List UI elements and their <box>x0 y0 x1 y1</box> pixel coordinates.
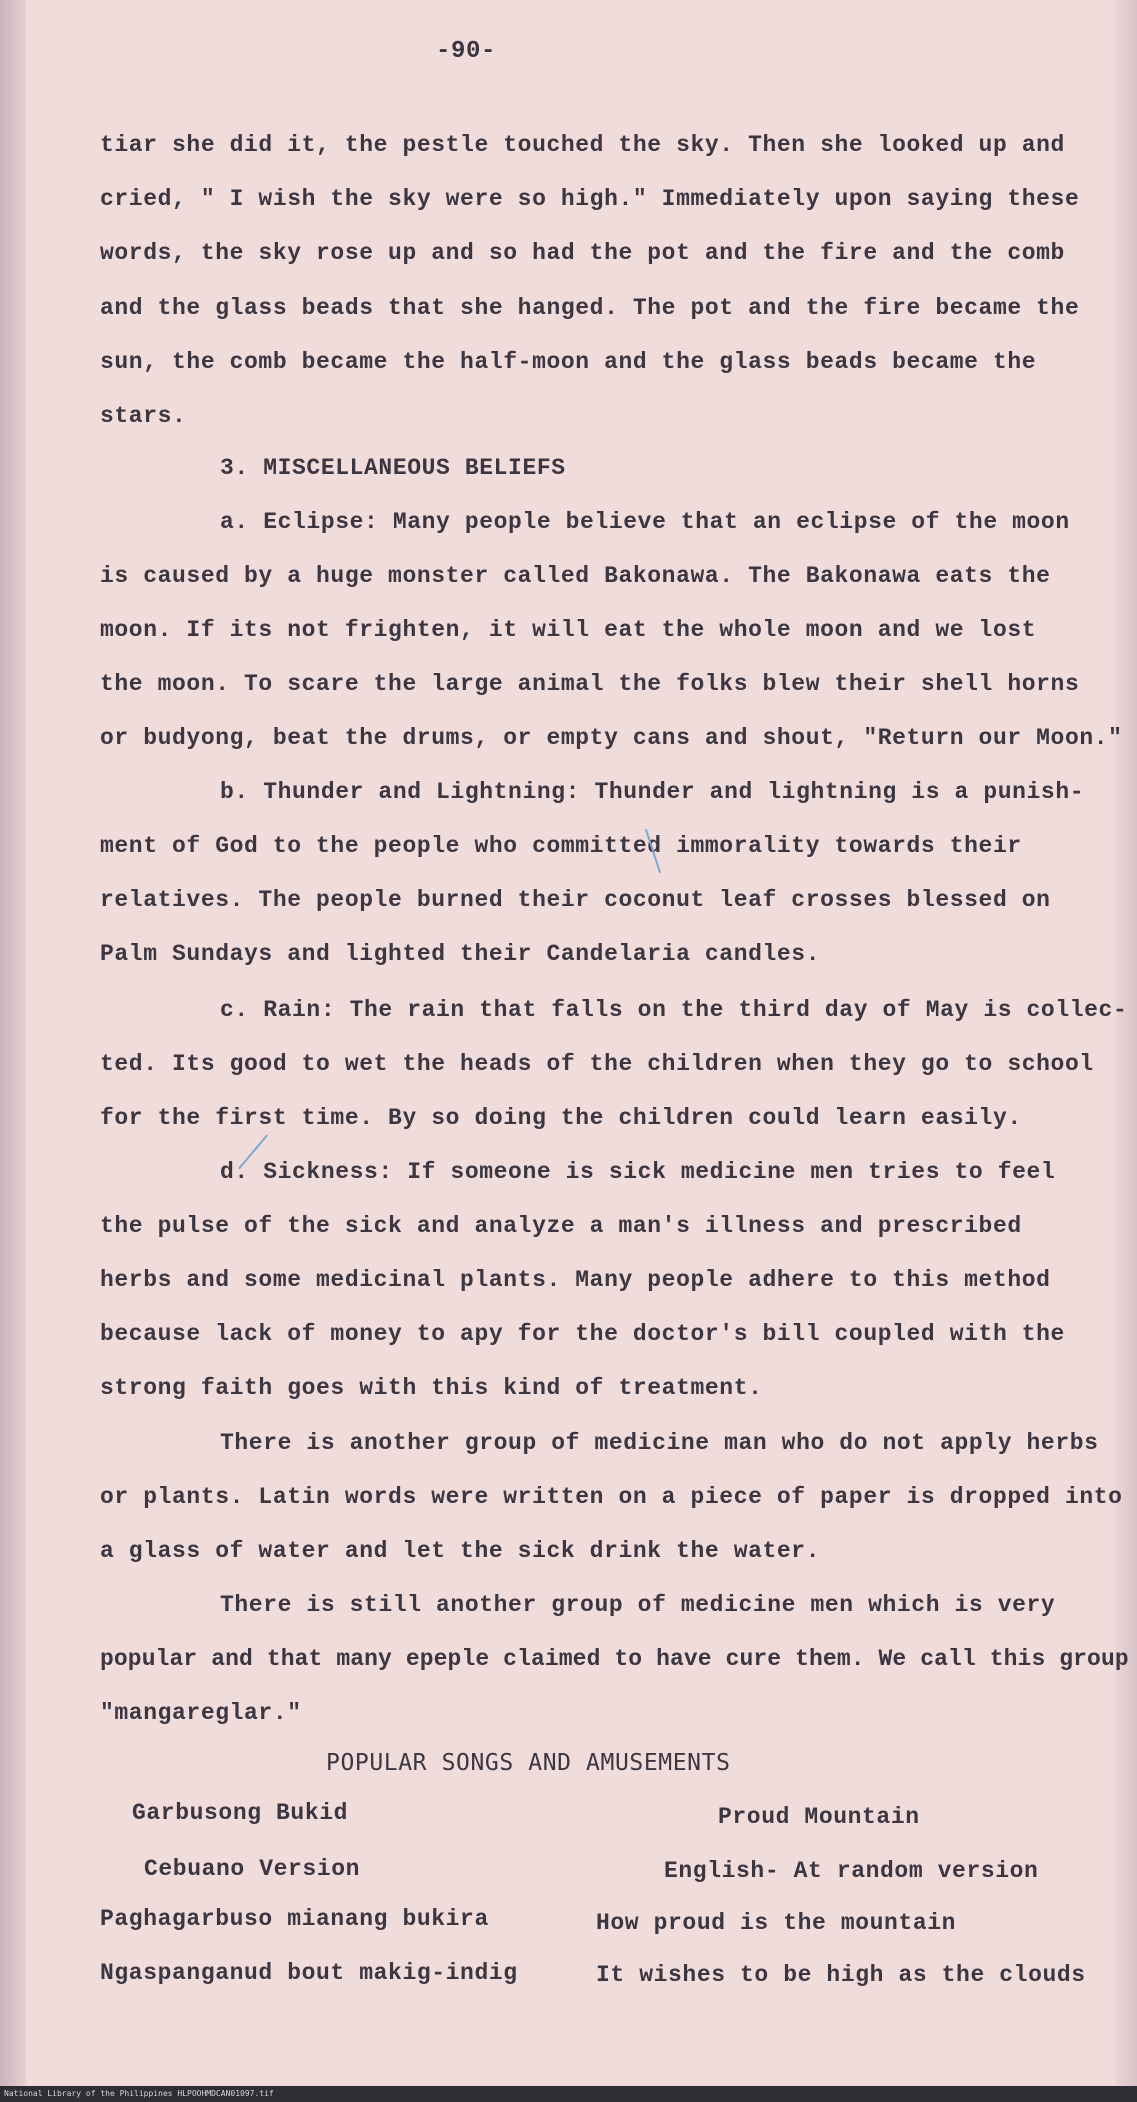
text-line: is caused by a huge monster called Bakonawa. The Bakonawa eats the <box>100 563 1051 589</box>
text-line: strong faith goes with this kind of treatment. <box>100 1375 763 1401</box>
text-line: and the glass beads that she hanged. The pot and the fire became the <box>100 295 1080 321</box>
text-line: words, the sky rose up and so had the pot and the fire and the comb <box>100 240 1065 266</box>
text-line: moon. If its not frighten, it will eat the whole moon and we lost <box>100 617 1037 643</box>
song-subtitle-left: Cebuano Version <box>144 1856 361 1882</box>
song-line-right: How proud is the mountain <box>596 1910 957 1936</box>
text-line: There is still another group of medicine men which is very <box>220 1592 1056 1618</box>
text-line: because lack of money to apy for the doctor's bill coupled with the <box>100 1321 1065 1347</box>
text-line: relatives. The people burned their coconut leaf crosses blessed on <box>100 887 1051 913</box>
text-line: cried, " I wish the sky were so high." Immediately upon saying these <box>100 186 1080 212</box>
text-line: "mangareglar." <box>100 1700 302 1726</box>
page-left-edge <box>0 0 26 2102</box>
text-line: a. Eclipse: Many people believe that an eclipse of the moon <box>220 509 1070 535</box>
text-line: the moon. To scare the large animal the folks blew their shell horns <box>100 671 1080 697</box>
page-right-edge <box>1115 0 1137 2102</box>
text-line: or plants. Latin words were written on a piece of paper is dropped into <box>100 1484 1123 1510</box>
song-line-left: Ngaspanganud bout makig-indig <box>100 1960 518 1986</box>
section-heading: POPULAR SONGS AND AMUSEMENTS <box>326 1750 731 1776</box>
text-line: herbs and some medicinal plants. Many people adhere to this method <box>100 1267 1051 1293</box>
text-line: tiar she did it, the pestle touched the sky. Then she looked up and <box>100 132 1065 158</box>
text-line: stars. <box>100 403 187 429</box>
text-line: Palm Sundays and lighted their Candelaria candles. <box>100 941 821 967</box>
page-number: -90- <box>436 38 497 65</box>
song-subtitle-right: English- At random version <box>664 1858 1039 1884</box>
text-line: b. Thunder and Lightning: Thunder and lightning is a punish- <box>220 779 1085 805</box>
text-line: d. Sickness: If someone is sick medicine men tries to feel <box>220 1159 1056 1185</box>
text-line: for the first time. By so doing the children could learn easily. <box>100 1105 1022 1131</box>
scan-footer: National Library of the Philippines HLPOOHMDCAN01097.tif <box>0 2086 1137 2102</box>
song-title-right: Proud Mountain <box>718 1804 920 1830</box>
text-line: ted. Its good to wet the heads of the children when they go to school <box>100 1051 1094 1077</box>
song-line-left: Paghagarbuso mianang bukira <box>100 1906 489 1932</box>
text-line: a glass of water and let the sick drink the water. <box>100 1538 821 1564</box>
text-line: ment of God to the people who committed immorality towards their <box>100 833 1022 859</box>
text-line: the pulse of the sick and analyze a man's illness and prescribed <box>100 1213 1022 1239</box>
text-line: c. Rain: The rain that falls on the third day of May is collec- <box>220 997 1128 1023</box>
text-line: or budyong, beat the drums, or empty cans and shout, "Return our Moon." <box>100 725 1123 751</box>
text-line: There is another group of medicine man who do not apply herbs <box>220 1430 1099 1456</box>
song-line-right: It wishes to be high as the clouds <box>596 1962 1086 1988</box>
section-heading: 3. MISCELLANEOUS BELIEFS <box>220 455 566 481</box>
text-line: popular and that many epeple claimed to have cure them. We call this group <box>100 1646 1129 1672</box>
song-title-left: Garbusong Bukid <box>132 1800 349 1826</box>
text-line: sun, the comb became the half-moon and the glass beads became the <box>100 349 1037 375</box>
